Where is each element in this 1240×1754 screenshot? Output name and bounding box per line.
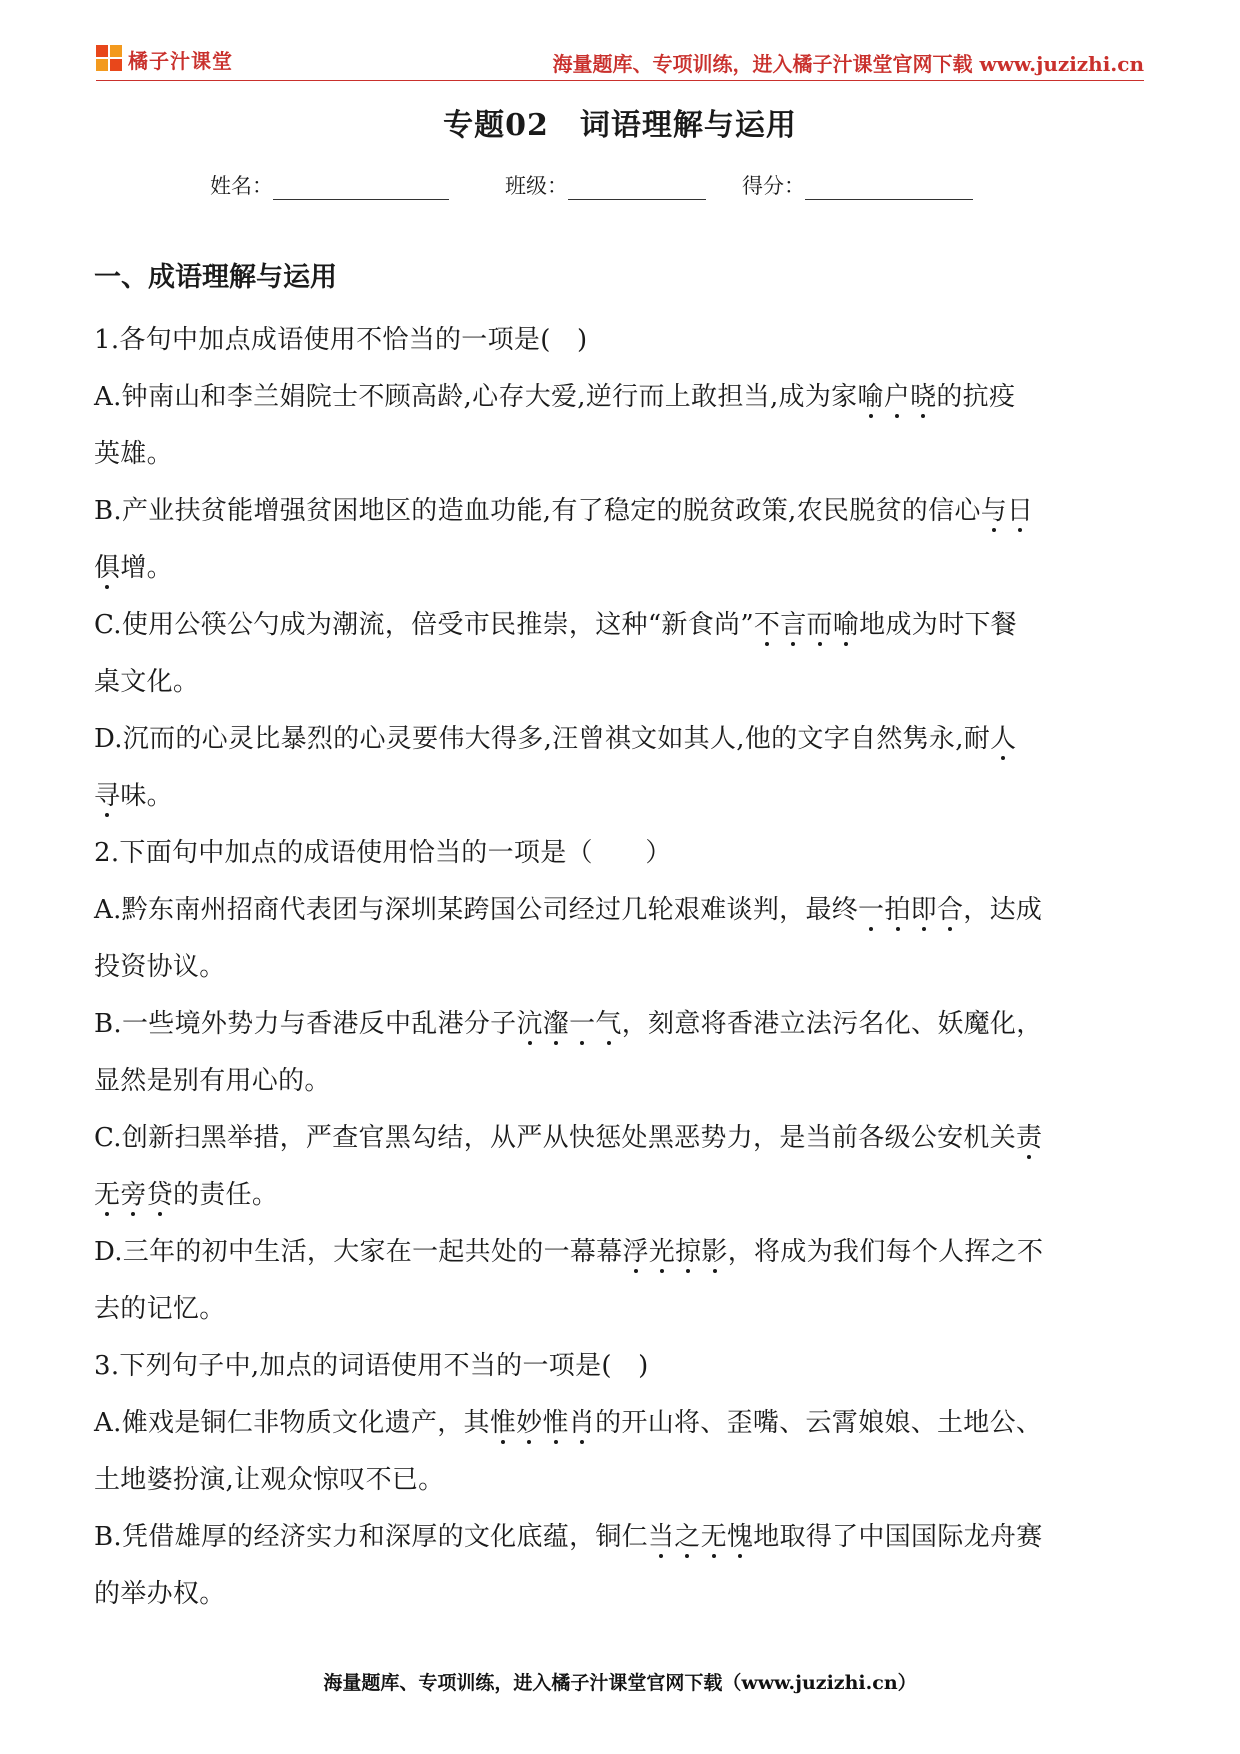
text-run: C.使用公筷公勺成为潮流，倍受市民推崇，这种“新食尚” bbox=[94, 610, 754, 640]
dotted-char: 妙 bbox=[516, 1408, 543, 1438]
name-blank[interactable] bbox=[273, 177, 449, 200]
option-d-continued: 去的记忆。 bbox=[94, 1294, 226, 1324]
option-c-continued: 桌文化。 bbox=[94, 667, 200, 697]
text-run: A.傩戏是铜仁非物质文化遗产，其 bbox=[94, 1408, 490, 1438]
option-a-line bbox=[94, 369, 1146, 426]
option-b-continued: 显然是别有用心的。 bbox=[94, 1066, 331, 1096]
dotted-char: 无 bbox=[94, 1180, 121, 1210]
option-c-continued bbox=[94, 1167, 1146, 1224]
option-b-continued: 的举办权。 bbox=[94, 1579, 226, 1609]
text-run: 的开山将、歪嘴、云霄娘娘、土地公、 bbox=[595, 1408, 1043, 1438]
text-run: A.钟南山和李兰娟院士不顾高龄,心存大爱,逆行而上敢担当,成为家 bbox=[94, 382, 858, 412]
dotted-char: 惟 bbox=[542, 1408, 569, 1438]
dotted-char: 与 bbox=[980, 496, 1008, 526]
dotted-char: 一 bbox=[858, 895, 885, 925]
text-run: B.产业扶贫能增强贫困地区的造血功能,有了稳定的脱贫政策,农民脱贫的信心 bbox=[94, 496, 981, 526]
dotted-char: 喻 bbox=[832, 610, 860, 640]
dotted-char: 晓 bbox=[910, 382, 937, 412]
text-run: D.沉而的心灵比暴烈的心灵要伟大得多,汪曾祺文如其人,他的文字自然隽永,耐 bbox=[94, 724, 991, 754]
dotted-char: 无 bbox=[700, 1522, 727, 1552]
text-run: ，达成 bbox=[963, 895, 1043, 925]
dotted-char: 合 bbox=[936, 895, 964, 925]
dotted-char: 气 bbox=[595, 1009, 622, 1039]
logo-squares-icon bbox=[96, 45, 124, 73]
option-a-line bbox=[94, 1395, 1146, 1452]
score-label: 得分： bbox=[742, 174, 805, 198]
option-c-line bbox=[94, 1110, 1146, 1167]
dotted-char: 肖 bbox=[568, 1408, 596, 1438]
option-b-line bbox=[94, 483, 1146, 540]
text-run: 地成为时下餐 bbox=[859, 610, 1017, 640]
text-run: C.创新扫黑举措，严查官黑勾结，从严从快惩处黑恶势力，是当前各级公安机关 bbox=[94, 1123, 1017, 1153]
header-divider bbox=[96, 80, 1144, 81]
dotted-char: 寻 bbox=[94, 781, 121, 811]
option-d-line bbox=[94, 1224, 1146, 1281]
dotted-char: 光 bbox=[648, 1237, 676, 1267]
dotted-char: 言 bbox=[780, 610, 807, 640]
dotted-char: 愧 bbox=[726, 1522, 754, 1552]
dotted-char: 掠 bbox=[675, 1237, 702, 1267]
text-run: ，刻意将香港立法污名化、妖魔化， bbox=[621, 1009, 1043, 1039]
dotted-char: 喻 bbox=[857, 382, 884, 412]
dotted-char: 日 bbox=[1007, 496, 1034, 526]
score-blank[interactable] bbox=[805, 177, 973, 200]
class-label: 班级： bbox=[505, 174, 568, 198]
header-slogan: 海量题库、专项训练，进入橘子汁课堂官网下载 www.juzizhi.cn bbox=[552, 52, 1144, 76]
question-stem: 3.下列句子中,加点的词语使用不当的一项是( ) bbox=[94, 1351, 649, 1381]
text-run: D.三年的初中生活，大家在一起共处的一幕幕 bbox=[94, 1237, 623, 1267]
option-a-continued: 英雄。 bbox=[94, 439, 173, 469]
dotted-char: 户 bbox=[883, 382, 911, 412]
dotted-char: 沆 bbox=[516, 1009, 543, 1039]
student-info-line bbox=[210, 170, 973, 200]
dotted-char: 贷 bbox=[146, 1180, 173, 1210]
option-b-line bbox=[94, 1509, 1146, 1566]
dotted-char: 惟 bbox=[489, 1408, 517, 1438]
dotted-char: 拍 bbox=[884, 895, 911, 925]
option-c-line bbox=[94, 597, 1146, 654]
worksheet-body bbox=[94, 256, 1146, 1623]
dotted-char: 瀣 bbox=[542, 1009, 570, 1039]
text-run: 地取得了中国国际龙舟赛 bbox=[753, 1522, 1043, 1552]
dotted-char: 浮 bbox=[622, 1237, 649, 1267]
option-a-line bbox=[94, 882, 1146, 939]
dotted-char: 旁 bbox=[120, 1180, 147, 1210]
class-blank[interactable] bbox=[568, 177, 706, 200]
option-b-line bbox=[94, 996, 1146, 1053]
option-d-line bbox=[94, 711, 1146, 768]
dotted-char: 影 bbox=[701, 1237, 728, 1267]
section-heading: 一、成语理解与运用 bbox=[94, 262, 337, 293]
question-stem: 2.下面句中加点的成语使用恰当的一项是（ ） bbox=[94, 838, 672, 868]
text-run: 增。 bbox=[120, 553, 173, 583]
option-a-continued: 投资协议。 bbox=[94, 952, 226, 982]
dotted-char: 不 bbox=[753, 610, 781, 640]
page-title: 专题02 词语理解与运用 bbox=[443, 108, 797, 143]
option-a-continued: 土地婆扮演,让观众惊叹不已。 bbox=[94, 1465, 445, 1495]
page-footer: 海量题库、专项训练，进入橘子汁课堂官网下载（www.juzizhi.cn） bbox=[323, 1672, 917, 1694]
logo-text: 橘子汁课堂 bbox=[128, 48, 233, 73]
dotted-char: 一 bbox=[569, 1009, 596, 1039]
text-run: ，将成为我们每个人挥之不 bbox=[727, 1237, 1044, 1267]
site-logo bbox=[96, 44, 233, 74]
dotted-char: 责 bbox=[1016, 1123, 1043, 1153]
text-run: 的抗疫 bbox=[936, 382, 1016, 412]
text-run: 味。 bbox=[120, 781, 173, 811]
text-run: B.凭借雄厚的经济实力和深厚的文化底蕴，铜仁 bbox=[94, 1522, 648, 1552]
dotted-char: 俱 bbox=[94, 553, 121, 583]
dotted-char: 而 bbox=[806, 610, 833, 640]
option-b-continued bbox=[94, 540, 1146, 597]
text-run: A.黔东南州招商代表团与深圳某跨国公司经过几轮艰难谈判，最终 bbox=[94, 895, 859, 925]
question-stem: 1.各句中加点成语使用不恰当的一项是( ) bbox=[94, 325, 588, 355]
text-run: 的责任。 bbox=[172, 1180, 279, 1210]
dotted-char: 人 bbox=[990, 724, 1017, 754]
dotted-char: 当 bbox=[647, 1522, 675, 1552]
name-label: 姓名： bbox=[210, 174, 273, 198]
dotted-char: 即 bbox=[910, 895, 937, 925]
dotted-char: 之 bbox=[674, 1522, 701, 1552]
text-run: B.一些境外势力与香港反中乱港分子 bbox=[94, 1009, 517, 1039]
option-d-continued bbox=[94, 768, 1146, 825]
